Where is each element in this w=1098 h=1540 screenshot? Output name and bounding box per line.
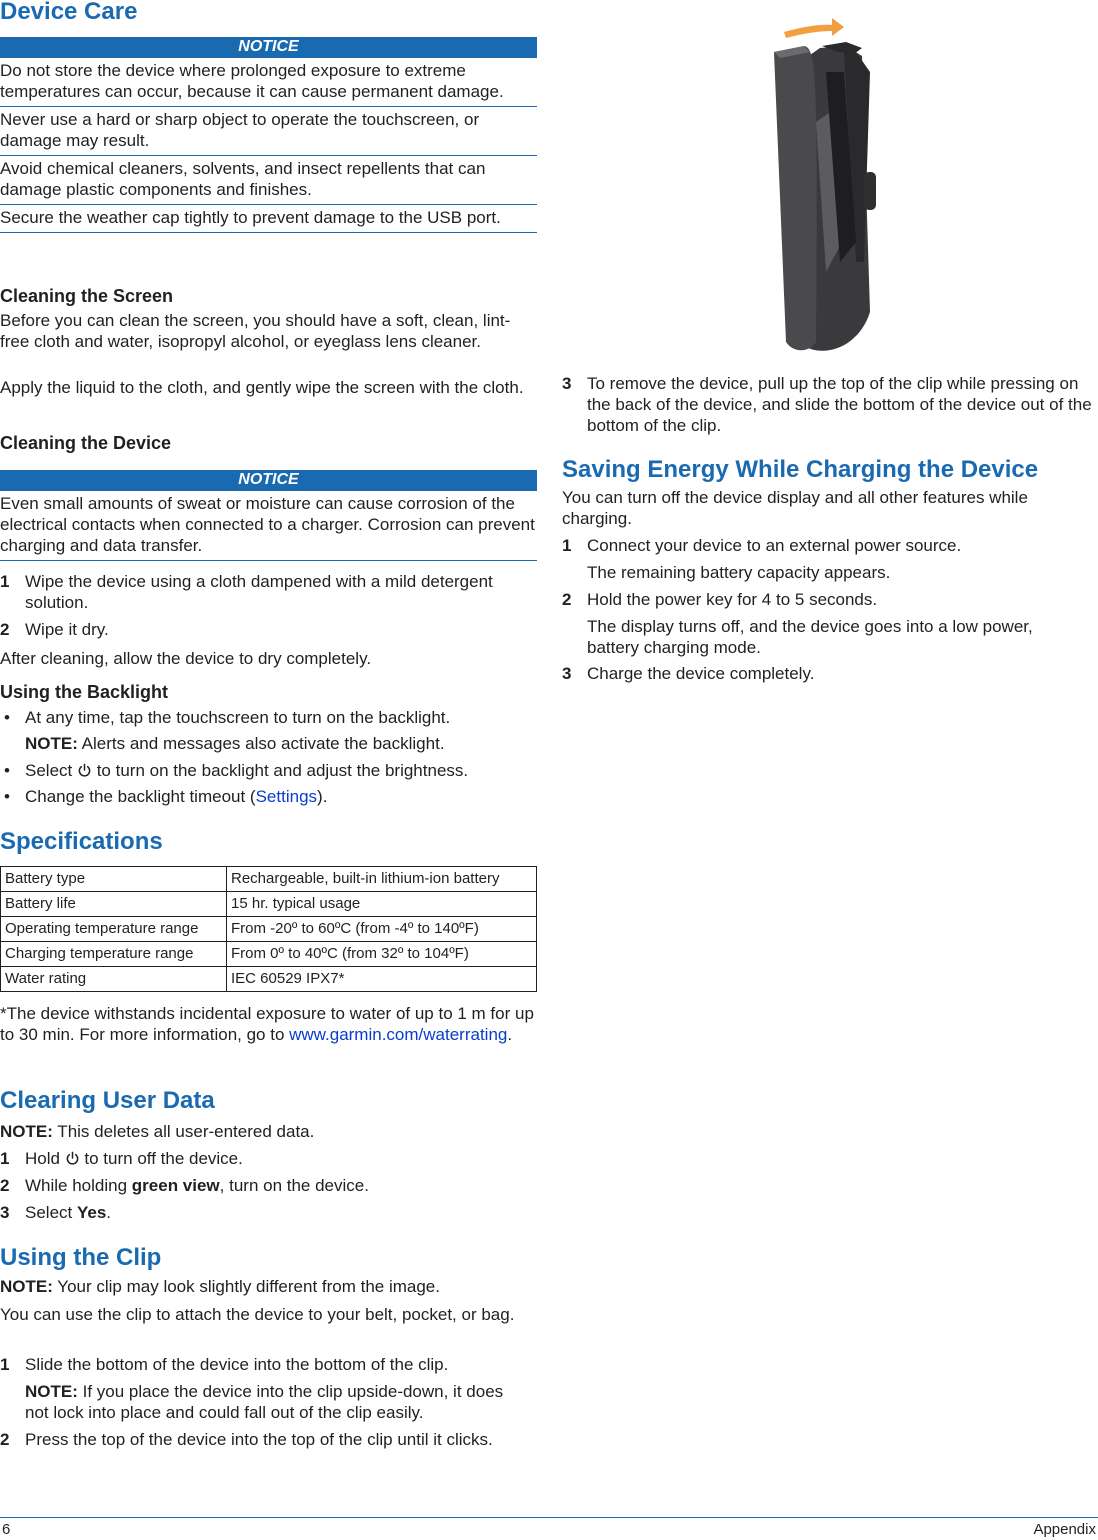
clip-step-note [25,1381,515,1423]
cleaning-screen-heading: Cleaning the Screen [0,286,174,306]
step-bold: green view [131,1176,220,1195]
bullet-text: to turn on the backlight and adjust the brightness. [91,761,469,780]
note-label: NOTE: [0,1277,53,1296]
list-item: 3 Charge the device completely. [562,664,815,683]
cleaning-screen-paragraph: Before you can clean the screen, you should have a soft, clean, lint-free cloth and water, isopropyl alcohol, or eyeglass lens cleaner. [0,311,511,351]
cleaning-device-heading: Cleaning the Device [0,433,172,453]
device-care-heading: Device Care [0,0,138,25]
table-cell: Operating temperature range [1,917,227,942]
power-icon [77,763,92,778]
list-item: 3 To remove the device, pull up the top of the clip while pressing on the back of the device, and slide the bottom of the device out of the bottom of the clip. [562,374,1092,435]
step-text: Charge the device completely. [587,664,815,683]
table-row [1,942,537,967]
notice-item: Avoid chemical cleaners, solvents, and insect repellents that can damage plastic components and finishes. [0,156,537,205]
power-icon [65,1151,80,1166]
page-number: 6 [2,1521,11,1538]
step-result: The remaining battery capacity appears. [587,563,891,582]
list-item [0,571,537,613]
note-text: This deletes all user-entered data. [52,1122,315,1141]
list-item: 1 Connect your device to an external power source. [562,536,962,555]
step-text: to turn off the device. [79,1149,243,1168]
water-footnote [0,1003,537,1045]
step-result: The display turns off, and the device goes into a low power, battery charging mode. [587,617,1033,657]
bullet-text: Change the backlight timeout ( [25,787,256,806]
note-text: Your clip may look slightly different from the image. [52,1277,440,1296]
cleaning-device-notice [0,470,537,561]
backlight-note [25,733,445,754]
step-text: Wipe it dry. [25,620,109,639]
list-item: • Change the backlight timeout (Settings). [4,787,328,806]
clip-note [0,1276,440,1297]
note-text: Alerts and messages also activate the backlight. [77,734,445,753]
table-row [1,917,537,942]
step-text: Hold [25,1149,65,1168]
table-cell: From -20º to 60ºC (from -4º to 140ºF) [227,917,537,942]
step-text: While holding [25,1176,132,1195]
list-item: 2 While holding green view, turn on the device. [0,1176,369,1195]
list-item: 1 Slide the bottom of the device into the bottom of the clip. [0,1355,449,1374]
list-item: 1 Hold to turn off the device. [0,1149,243,1168]
list-item: • At any time, tap the touchscreen to turn on the backlight. [4,708,451,727]
settings-link[interactable]: Settings [255,787,318,806]
bullet-text: ). [317,787,328,806]
step-text: . [106,1203,112,1222]
notice-label: NOTICE [0,37,537,58]
step-number: 1 [0,572,10,591]
step-bold: Yes [76,1203,107,1222]
backlight-heading: Using the Backlight [0,682,169,702]
step-text: Press the top of the device into the top of the clip until it clicks. [25,1430,493,1449]
notice-item: Even small amounts of sweat or moisture can cause corrosion of the electrical contacts when connected to a charger. Corrosion can prevent charging and data transfer. [0,491,537,561]
using-clip-heading: Using the Clip [0,1244,162,1271]
table-cell: Rechargeable, built-in lithium-ion battery [227,867,537,892]
after-cleaning-text: After cleaning, allow the device to dry completely. [0,649,372,668]
list-item: 2 Hold the power key for 4 to 5 seconds. [562,590,878,609]
table-cell: IEC 60529 IPX7* [227,967,537,992]
specifications-heading: Specifications [0,828,163,855]
table-cell: 15 hr. typical usage [227,892,537,917]
footnote-text: *The device withstands incidental exposure to water of up to 1 m for up to 30 min. For more information, go to [0,1004,534,1044]
list-item: 3 Select Yes. [0,1203,112,1222]
notice-label: NOTICE [0,470,537,491]
step-text: Hold the power key for 4 to 5 seconds. [587,590,878,609]
step-text: Select [25,1203,77,1222]
waterrating-link[interactable]: www.garmin.com/waterrating [289,1025,508,1044]
step-text: , turn on the device. [219,1176,369,1195]
table-cell: Water rating [1,967,227,992]
list-item: • Select to turn on the backlight and adjust the brightness. [4,761,469,780]
clearing-user-data-heading: Clearing User Data [0,1087,215,1114]
arrow-icon [784,18,844,38]
device-clip-illustration [760,12,890,354]
saving-intro: You can turn off the device display and all other features while charging. [562,488,1028,528]
clearing-note [0,1121,314,1142]
saving-energy-heading: Saving Energy While Charging the Device [562,456,1039,483]
step-text: To remove the device, pull up the top of the clip while pressing on the back of the device, and slide the bottom of the device out of the bottom of the clip. [587,374,1092,435]
notice-item: Do not store the device where prolonged exposure to extreme temperatures can occur, because it can cause permanent damage. [0,58,537,107]
table-cell: From 0º to 40ºC (from 32º to 104ºF) [227,942,537,967]
list-item: 2 Press the top of the device into the top of the clip until it clicks. [0,1430,493,1449]
note-label: NOTE: [0,1122,53,1141]
note-label: NOTE: [25,734,78,753]
cleaning-screen-paragraph: Apply the liquid to the cloth, and gently wipe the screen with the cloth. [0,378,524,397]
notice-item: Secure the weather cap tightly to prevent damage to the USB port. [0,205,537,233]
table-row [1,967,537,992]
table-cell: Charging temperature range [1,942,227,967]
step-text: Wipe the device using a cloth dampened with a mild detergent solution. [25,572,493,612]
step-text: Slide the bottom of the device into the bottom of the clip. [25,1355,449,1374]
footnote-text: . [507,1025,513,1044]
step-text: Connect your device to an external power source. [587,536,962,555]
list-item [0,619,537,640]
table-cell: Battery type [1,867,227,892]
table-row [1,867,537,892]
bullet-text: At any time, tap the touchscreen to turn on the backlight. [25,708,451,727]
device-care-notice [0,37,537,233]
note-label: NOTE: [25,1382,78,1401]
section-name: Appendix [1033,1521,1096,1538]
specifications-table [0,866,537,992]
table-row [1,892,537,917]
step-number: 2 [0,620,10,639]
page-footer [0,1517,1098,1538]
notice-item: Never use a hard or sharp object to operate the touchscreen, or damage may result. [0,107,537,156]
table-cell: Battery life [1,892,227,917]
bullet-text: Select [25,761,77,780]
clip-intro: You can use the clip to attach the device to your belt, pocket, or bag. [0,1305,515,1324]
note-text: If you place the device into the clip upside-down, it does not lock into place and could fall out of the clip easily. [25,1382,504,1422]
